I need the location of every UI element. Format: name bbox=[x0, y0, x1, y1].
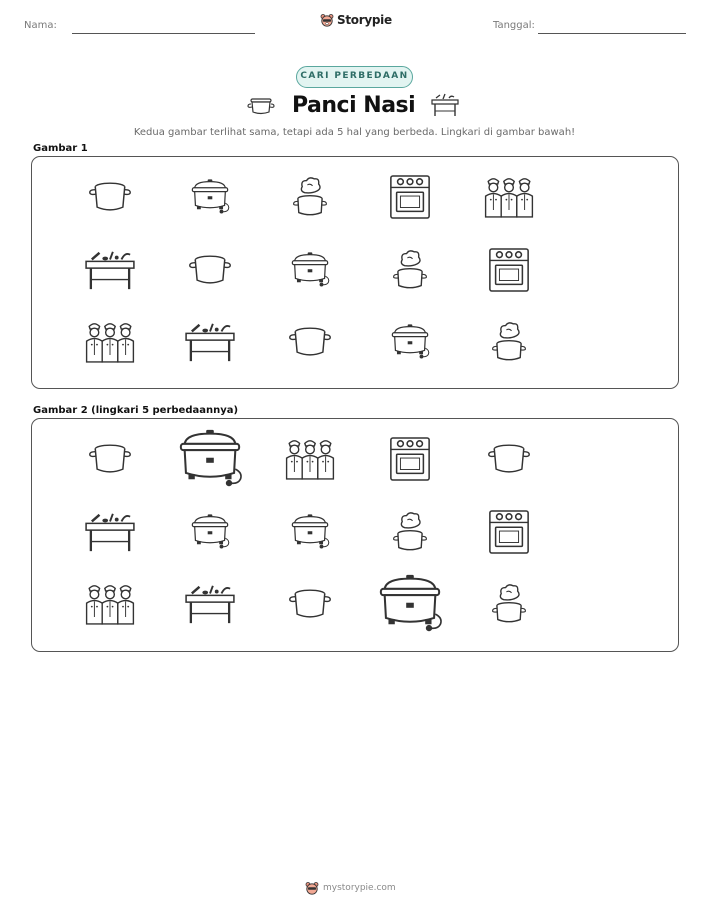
steaming-pot-icon[interactable] bbox=[391, 509, 429, 555]
chefs-icon[interactable] bbox=[84, 580, 136, 628]
stove-icon[interactable] bbox=[487, 508, 531, 556]
pot-icon[interactable] bbox=[87, 439, 133, 479]
date-line[interactable] bbox=[538, 33, 686, 34]
steaming-pot-icon[interactable] bbox=[490, 319, 528, 365]
bear-logo-icon bbox=[305, 881, 319, 895]
title-kitchen-table-icon bbox=[430, 92, 460, 118]
pot-icon[interactable] bbox=[287, 322, 333, 362]
stove-icon[interactable] bbox=[487, 246, 531, 294]
steaming-pot-icon[interactable] bbox=[391, 247, 429, 293]
pot-icon[interactable] bbox=[87, 177, 133, 217]
chefs-icon[interactable] bbox=[483, 173, 535, 221]
rice-cooker-icon[interactable] bbox=[172, 427, 248, 491]
footer bbox=[305, 881, 396, 895]
pot-icon[interactable] bbox=[287, 584, 333, 624]
name-line[interactable] bbox=[72, 33, 255, 34]
brand-name: Storypie bbox=[337, 13, 392, 27]
bear-logo-icon bbox=[320, 13, 334, 27]
chefs-icon[interactable] bbox=[284, 435, 336, 483]
kitchen-table-icon[interactable] bbox=[183, 582, 237, 626]
instructions: Kedua gambar terlihat sama, tetapi ada 5 hal yang berbeda. Lingkari di gambar bawah! bbox=[133, 127, 576, 138]
footer-url: mystorypie.com bbox=[323, 883, 396, 893]
steaming-pot-icon[interactable] bbox=[291, 174, 329, 220]
panel-1[interactable] bbox=[31, 156, 679, 389]
panel-2-label: Gambar 2 (lingkari 5 perbedaannya) bbox=[33, 405, 239, 416]
rice-cooker-icon[interactable] bbox=[187, 177, 233, 217]
steaming-pot-icon[interactable] bbox=[490, 581, 528, 627]
stove-icon[interactable] bbox=[388, 435, 432, 483]
rice-cooker-icon[interactable] bbox=[287, 250, 333, 290]
rice-cooker-icon[interactable] bbox=[387, 322, 433, 362]
rice-cooker-icon[interactable] bbox=[287, 512, 333, 552]
kitchen-table-icon[interactable] bbox=[83, 510, 137, 554]
title-pot-icon bbox=[247, 94, 275, 116]
stove-icon[interactable] bbox=[388, 173, 432, 221]
kitchen-table-icon[interactable] bbox=[83, 248, 137, 292]
rice-cooker-icon[interactable] bbox=[187, 512, 233, 552]
page-title: Panci Nasi bbox=[292, 93, 416, 118]
rice-cooker-icon[interactable] bbox=[372, 572, 448, 636]
brand-logo bbox=[320, 13, 392, 27]
panel-2[interactable] bbox=[31, 418, 679, 652]
pot-icon[interactable] bbox=[187, 250, 233, 290]
name-label: Nama: bbox=[24, 20, 57, 31]
panel-1-label: Gambar 1 bbox=[33, 143, 88, 154]
date-label: Tanggal: bbox=[493, 20, 535, 31]
kitchen-table-icon[interactable] bbox=[183, 320, 237, 364]
activity-badge: CARI PERBEDAAN bbox=[296, 66, 413, 88]
chefs-icon[interactable] bbox=[84, 318, 136, 366]
pot-icon[interactable] bbox=[486, 439, 532, 479]
